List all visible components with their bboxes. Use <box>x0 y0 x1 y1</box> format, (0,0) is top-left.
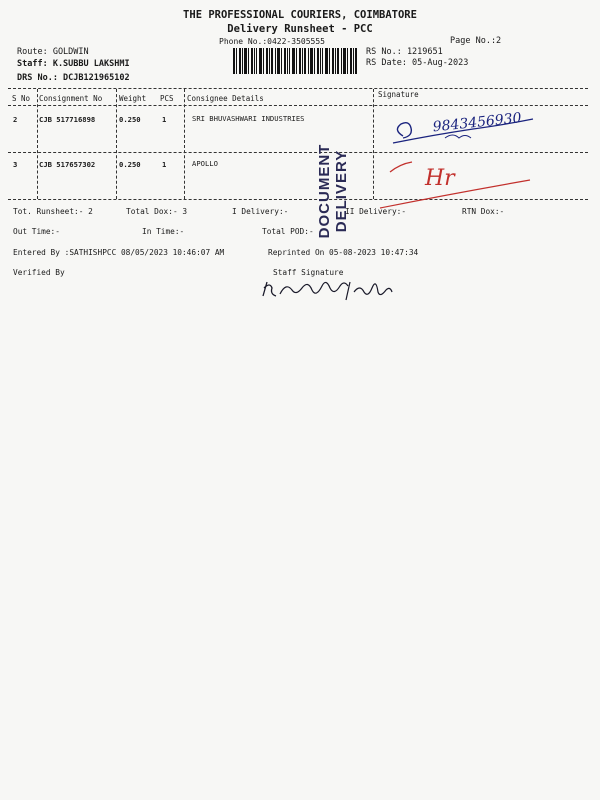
row-weight: 0.250 <box>119 115 141 124</box>
row-consignee: SRI BHUVASHWARI INDUSTRIES <box>192 114 305 123</box>
document-delivery-stamp: DOCUMENT DELIVERY <box>316 143 350 239</box>
column-header-signature: Signature <box>378 90 419 99</box>
column-header-pcs: PCS <box>160 94 174 103</box>
divider <box>8 88 588 89</box>
column-header-consignee: Consignee Details <box>187 94 264 103</box>
handwritten-phone <box>385 108 585 153</box>
red-initials <box>380 150 580 215</box>
column-divider <box>184 89 185 199</box>
column-divider <box>37 89 38 199</box>
rs-date: RS Date: 05-Aug-2023 <box>366 58 469 68</box>
rtn-dox: RTN Dox:- <box>462 207 505 216</box>
phone-number: Phone No.:0422-3505555 <box>219 37 325 46</box>
total-runsheet: Tot. Runsheet:- 2 <box>13 207 93 216</box>
handwritten-initials: Hr <box>425 166 455 191</box>
divider <box>8 105 588 106</box>
rs-number: RS No.: 1219651 <box>366 47 443 57</box>
row-consignee: APOLLO <box>192 159 218 168</box>
staff-signature-icon <box>258 276 408 306</box>
i-delivery: I Delivery:- <box>232 207 289 216</box>
row-sno: 2 <box>13 115 18 124</box>
verified-by: Verified By <box>13 268 65 277</box>
reprinted-on: Reprinted On 05-08-2023 10:47:34 <box>268 248 419 257</box>
column-header-weight: Weight <box>119 94 147 103</box>
column-divider <box>373 89 374 199</box>
ii-delivery: II Delivery:- <box>345 207 407 216</box>
row-sno: 3 <box>13 160 18 169</box>
out-time: Out Time:- <box>13 227 60 236</box>
column-header-consignment: Consignment No <box>39 94 103 103</box>
total-pod: Total POD:- <box>262 227 314 236</box>
handwritten-phone-number: 9843456930 <box>432 110 523 136</box>
document-title: Delivery Runsheet - PCC <box>227 23 373 35</box>
in-time: In Time:- <box>142 227 185 236</box>
row-pcs: 1 <box>162 160 167 169</box>
staff-signature-label: Staff Signature <box>273 268 344 277</box>
company-name: THE PROFESSIONAL COURIERS, COIMBATORE <box>183 9 417 21</box>
entered-by: Entered By :SATHISHPCC 08/05/2023 10:46:07 AM <box>13 248 225 257</box>
row-consignment: CJB 517657302 <box>39 160 96 169</box>
total-dox: Total Dox:- 3 <box>126 207 188 216</box>
row-consignment: CJB 517716898 <box>39 115 96 124</box>
drs-number: DRS No.: DCJB121965102 <box>17 73 130 83</box>
column-header-sno: S No <box>12 94 31 103</box>
barcode-icon <box>233 48 357 74</box>
column-divider <box>116 89 117 199</box>
staff-field: Staff: K.SUBBU LAKSHMI <box>17 59 130 69</box>
row-pcs: 1 <box>162 115 167 124</box>
page-number: Page No.:2 <box>450 36 502 46</box>
row-weight: 0.250 <box>119 160 141 169</box>
route-field: Route: GOLDWIN <box>17 47 89 57</box>
